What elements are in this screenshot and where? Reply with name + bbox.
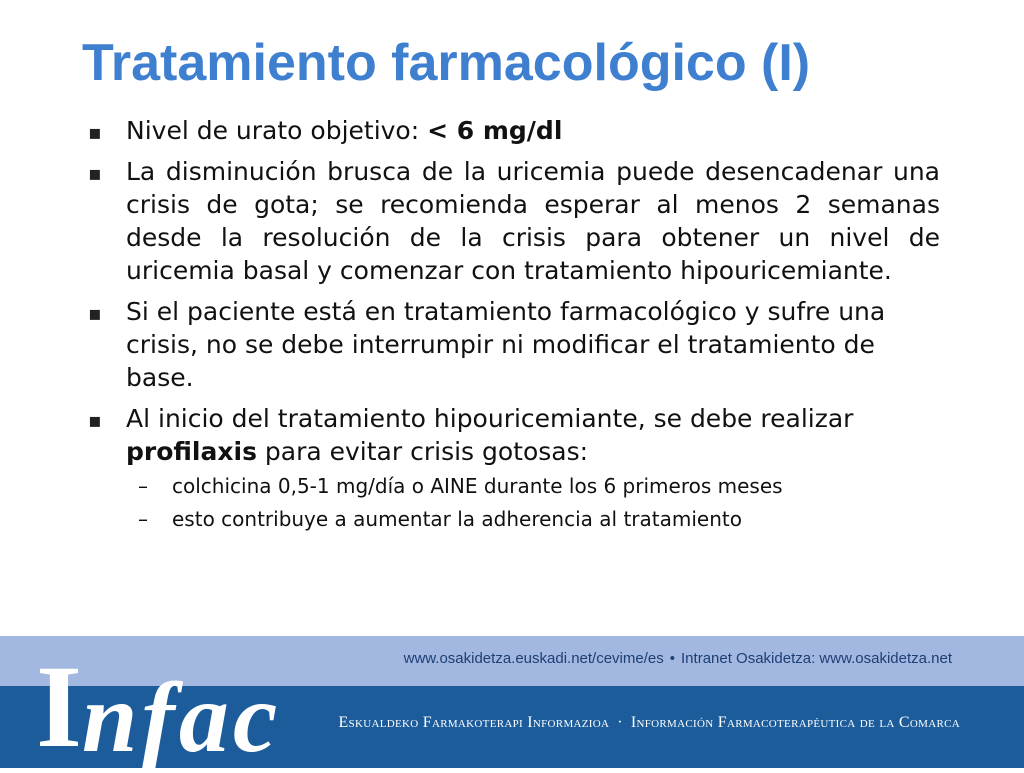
bullet-item (80, 155, 940, 287)
footer-links (404, 650, 952, 667)
link-separator: • (669, 650, 676, 667)
logo-text: nfac (81, 662, 282, 773)
cevime-link[interactable]: www.osakidetza.euskadi.net/cevime/es (403, 650, 664, 667)
bullet-text: Si el paciente está en tratamiento farmacológico y sufre una crisis, no se debe interrumpir ni modificar el tratamiento de base. (126, 297, 886, 392)
sub-bullet-item (126, 470, 940, 503)
sub-bullet-marker: – (138, 507, 148, 531)
footer-tagline (338, 714, 960, 732)
bullet-text-prefix: Nivel de urato objetivo: (126, 116, 428, 145)
bullet-text: La disminución brusca de la uricemia puede desencadenar una crisis de gota; se recomienda esperar al menos 2 semanas desde la resolución de la crisis para obtener un nivel de uricemia basal y comenzar con tratamiento hipouricemiante. (126, 157, 940, 285)
bullet-text-suffix: para evitar crisis gotosas: (256, 437, 589, 466)
bullet-item (80, 402, 940, 536)
sub-bullet-text: colchicina 0,5-1 mg/día o AINE durante los 6 primeros meses (172, 474, 783, 498)
target-urate-value: < 6 mg/dl (427, 116, 563, 145)
tagline-separator: · (617, 714, 623, 731)
sub-bullet-text: esto contribuye a aumentar la adherencia al tratamiento (172, 507, 742, 531)
bullet-marker: ▪ (88, 408, 102, 432)
bullet-item (80, 114, 940, 147)
logo-initial: I (36, 641, 82, 772)
sub-bullet-item (126, 503, 940, 536)
bullet-text (126, 402, 866, 468)
prophylaxis-term: profilaxis (126, 437, 257, 466)
slide-content (80, 114, 940, 544)
bullet-marker: ▪ (88, 161, 102, 185)
sub-bullet-marker: – (138, 474, 148, 498)
infac-logo (36, 641, 336, 773)
bullet-text (126, 114, 940, 147)
bullet-marker: ▪ (88, 120, 102, 144)
slide-title: Tratamiento farmacológico (I) (82, 34, 811, 92)
bullet-marker: ▪ (88, 301, 102, 325)
tagline-basque: Eskualdeko Farmakoterapi Informazioa (338, 714, 610, 731)
sub-bullet-list (126, 470, 940, 536)
bullet-item (80, 295, 940, 394)
intranet-link[interactable]: Intranet Osakidetza: www.osakidetza.net (681, 650, 952, 667)
bullet-text-prefix: Al inicio del tratamiento hipouricemiante, se debe realizar (126, 404, 854, 433)
bullet-list (80, 114, 940, 536)
tagline-spanish: Información Farmacoterapéutica de la Comarca (630, 714, 960, 731)
